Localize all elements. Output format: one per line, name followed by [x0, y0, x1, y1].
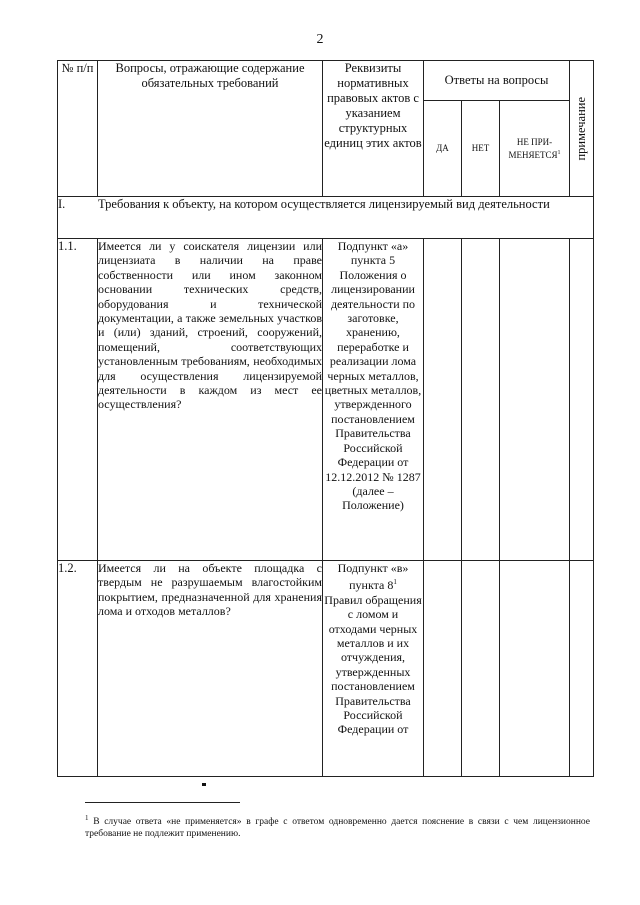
header-note: примечание [574, 96, 589, 161]
row-question: Имеется ли у соискателя лицензии или лицензиата в наличии на праве собственности или ином законном основании технических средств, оборудования и технической документации, а также земельных участков и (или) зданий, строений, сооружений, помещений, соответствующих установленным требованиям, необходимых для осуществления лицензируемой деятельности в каждом из мест ее осуществления? [98, 239, 323, 561]
stray-mark [202, 783, 206, 786]
answer-no-cell[interactable] [462, 561, 500, 777]
section-number: I. [58, 197, 66, 211]
header-yes: ДА [424, 101, 462, 197]
footnote-text: В случае ответа «не применяется» в графе с ответом одновременно дается пояснение в связи с чем лицензионное требование не подлежит применению. [85, 817, 590, 840]
answer-na-cell[interactable] [500, 561, 570, 777]
page-number: 2 [316, 32, 324, 47]
row-number: 1.1. [58, 239, 98, 561]
note-cell[interactable] [570, 239, 594, 561]
header-na: НЕ ПРИ-МЕНЯЕТСЯ [508, 136, 558, 160]
header-na-footnote-ref: 1 [557, 149, 561, 156]
row-reference-sup: 1 [393, 578, 397, 587]
row-reference-pre: Подпункт «в» пункта 8 [337, 561, 409, 593]
answer-na-cell[interactable] [500, 239, 570, 561]
row-number: 1.2. [58, 561, 98, 777]
section-heading [58, 197, 594, 239]
section-row [58, 197, 594, 239]
footnote [85, 812, 590, 840]
header-requisites: Реквизиты нормативных правовых актов с указанием структурных единиц этих актов [323, 61, 424, 197]
section-title: Требования к объекту, на котором осуществляется лицензируемый вид деятельности [98, 197, 550, 211]
answer-yes-cell[interactable] [424, 561, 462, 777]
requirements-table [57, 60, 594, 777]
answer-yes-cell[interactable] [424, 239, 462, 561]
header-answers: Ответы на вопросы [424, 61, 570, 101]
header-note-cell [570, 61, 594, 197]
row-reference: Подпункт «а» пункта 5 Положения о лицензировании деятельности по заготовке, хранению, переработке и реализации лома черных металлов, цветных металлов, утвержденного постановлением Правительства Российской Федерации от 12.12.2012 № 1287 (далее – Положение) [323, 239, 424, 561]
header-row-top [58, 61, 594, 101]
header-no: НЕТ [462, 101, 500, 197]
row-question: Имеется ли на объекте площадка с твердым не разрушаемым влагостойким покрытием, предназначенной для хранения лома и отходов металлов? [98, 561, 323, 777]
answer-no-cell[interactable] [462, 239, 500, 561]
table-row [58, 239, 594, 561]
header-num: № п/п [58, 61, 98, 197]
header-na-cell [500, 101, 570, 197]
row-reference: Правил обращения с ломом и отходами черных металлов и их отчуждения, утвержденных постановлением Правительства Российской Федерации от [324, 592, 422, 737]
footnote-marker: 1 [85, 814, 89, 822]
header-questions: Вопросы, отражающие содержание обязательных требований [98, 61, 323, 197]
row-reference-cell [323, 561, 424, 777]
note-cell[interactable] [570, 561, 594, 777]
footnote-separator [85, 802, 240, 803]
table-row [58, 561, 594, 777]
